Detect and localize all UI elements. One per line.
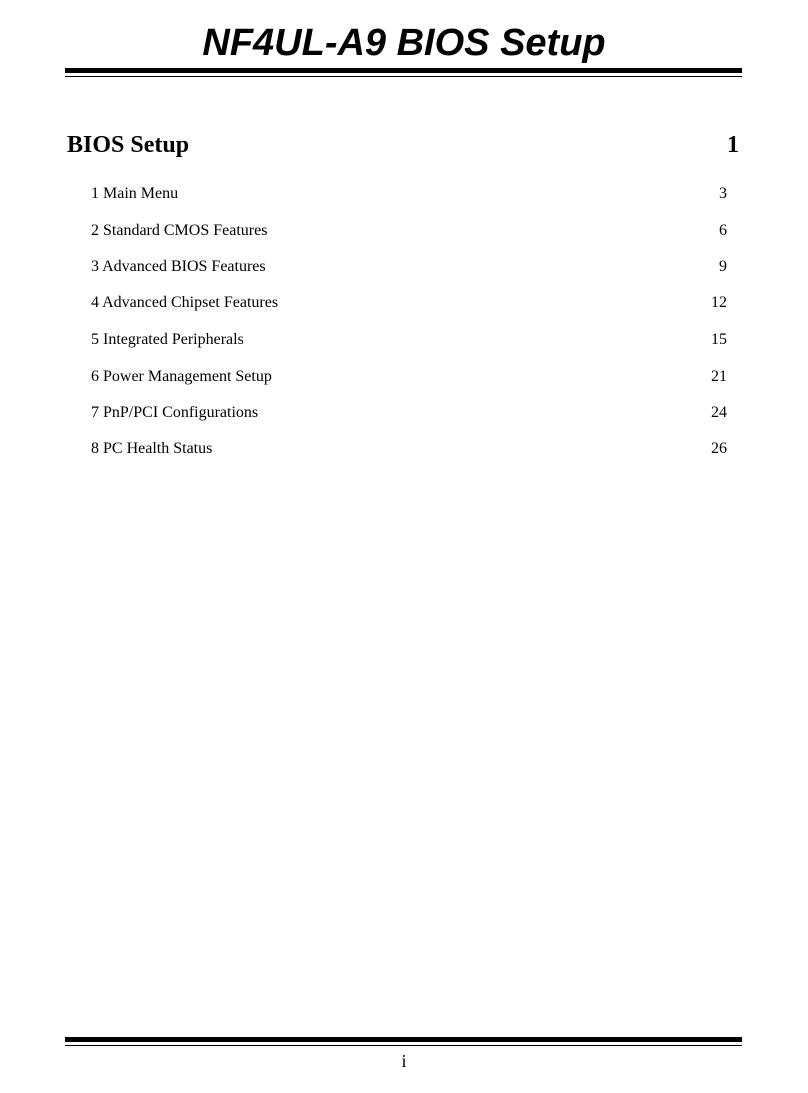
toc-entry-label: 5 Integrated Peripherals <box>91 329 244 351</box>
document-title: NF4UL-A9 BIOS Setup <box>202 22 606 64</box>
toc-entry-label: 6 Power Management Setup <box>91 366 272 388</box>
header-rule-thick <box>65 68 742 73</box>
toc-entry-label: 4 Advanced Chipset Features <box>91 292 278 314</box>
toc-entry-page: 6 <box>719 220 727 242</box>
toc-entry-bios-setup[interactable] <box>67 128 739 162</box>
toc-entry-label: 3 Advanced BIOS Features <box>91 256 266 278</box>
toc-entry-label: 8 PC Health Status <box>91 438 212 460</box>
toc-entry-label: 1 Main Menu <box>91 183 178 205</box>
page-number: i <box>401 1051 407 1071</box>
toc-entry-page: 26 <box>711 438 727 460</box>
toc-entry-page: 9 <box>719 256 727 278</box>
toc-entry-advanced-bios-features[interactable] <box>91 256 727 278</box>
toc-entry-page: 15 <box>711 329 727 351</box>
toc-entry-label: BIOS Setup <box>67 128 189 162</box>
toc-entry-page: 21 <box>711 366 727 388</box>
toc-entry-page: 3 <box>719 183 727 205</box>
toc-entry-pnp-pci-configurations[interactable] <box>91 402 727 424</box>
toc-entry-page: 1 <box>727 128 739 162</box>
footer-rule-thin <box>65 1045 742 1046</box>
header-rule-thin <box>65 76 742 77</box>
toc-entry-page: 12 <box>711 292 727 314</box>
toc-entry-integrated-peripherals[interactable] <box>91 329 727 351</box>
toc-entry-standard-cmos-features[interactable] <box>91 220 727 242</box>
toc-entry-label: 2 Standard CMOS Features <box>91 220 267 242</box>
toc-entry-page: 24 <box>711 402 727 424</box>
toc-entry-advanced-chipset-features[interactable] <box>91 292 727 314</box>
footer-rule-thick <box>65 1037 742 1042</box>
toc-entry-label: 7 PnP/PCI Configurations <box>91 402 258 424</box>
toc-entry-main-menu[interactable] <box>91 183 727 205</box>
toc-entry-pc-health-status[interactable] <box>91 438 727 460</box>
toc-entry-power-management-setup[interactable] <box>91 366 727 388</box>
